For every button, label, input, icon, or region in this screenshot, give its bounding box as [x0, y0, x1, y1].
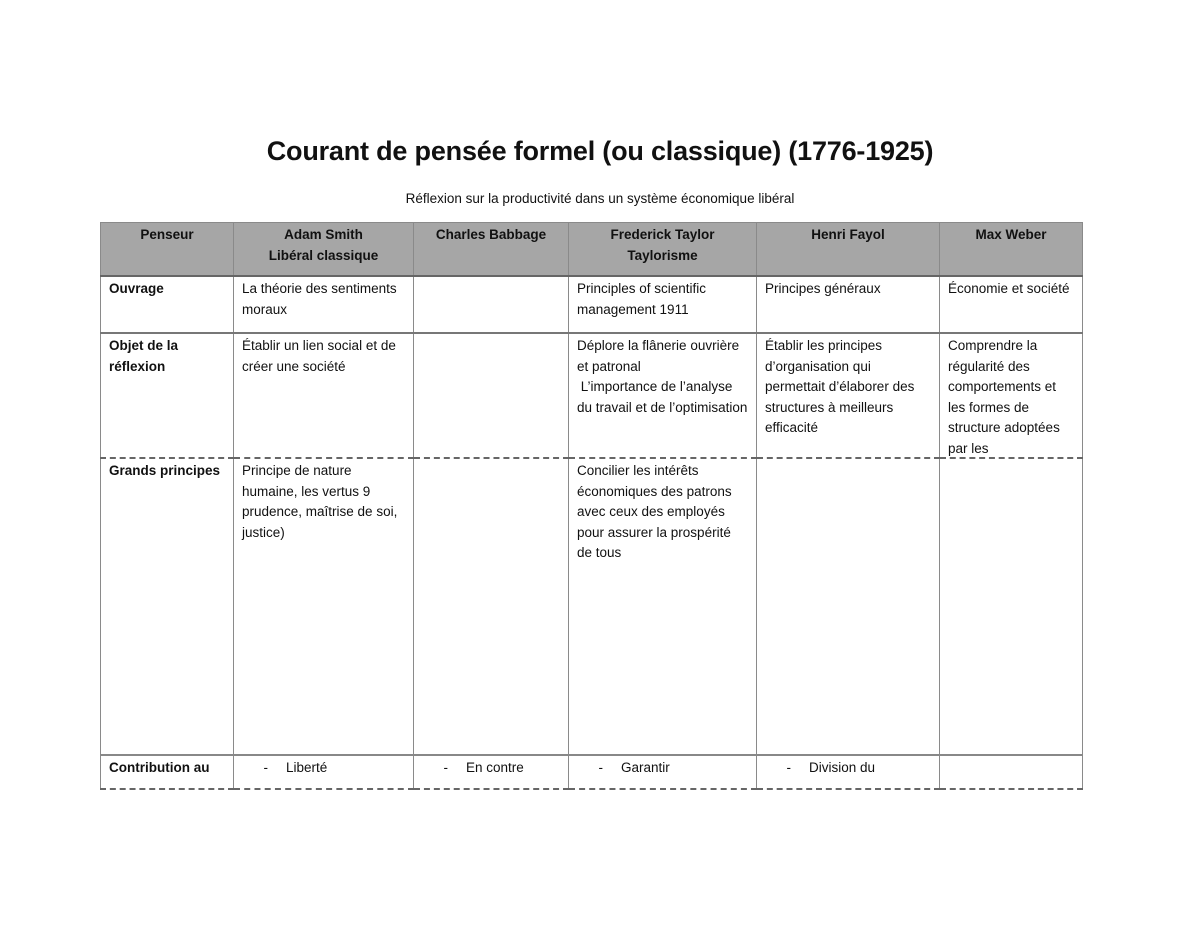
cell-taylor-objet — [569, 333, 757, 458]
cell-fayol-ouvrage: Principes généraux — [757, 276, 940, 333]
table-row-objet — [101, 333, 1083, 458]
cell-fayol-contribution — [757, 755, 940, 789]
cell-taylor-principes: Concilier les intérêts économiques des patrons avec ceux des employés pour assurer la prospérité de tous — [569, 458, 757, 755]
list-item-text: Garantir — [621, 760, 670, 775]
list-item-text: Liberté — [286, 760, 328, 775]
list-item-text: Division du — [809, 760, 876, 775]
cell-babbage-ouvrage — [414, 276, 569, 333]
cell-fayol-principes — [757, 458, 940, 755]
weber-objet-text: Comprendre la régularité des comportements et les formes de structure adoptées par les — [948, 338, 1060, 456]
dash-bullet: - — [263, 760, 268, 775]
cell-smith-principes: Principe de nature humaine, les vertus 9 prudence, maîtrise de soi, justice) — [234, 458, 414, 755]
header-henri-fayol — [757, 223, 940, 277]
cell-smith-contribution — [234, 755, 414, 789]
cell-babbage-contribution — [414, 755, 569, 789]
header-label: Frederick Taylor — [610, 227, 715, 242]
thinkers-table — [100, 222, 1083, 790]
header-label: Henri Fayol — [811, 227, 885, 242]
header-label: Penseur — [140, 227, 194, 242]
dash-bullet: - — [786, 760, 791, 775]
dash-bullet: - — [598, 760, 603, 775]
list-item — [577, 758, 748, 779]
cell-babbage-principes — [414, 458, 569, 755]
list-item-text: En contre — [466, 760, 524, 775]
cell-weber-principes — [940, 458, 1083, 755]
row-label: Objet de la réflexion — [101, 333, 234, 458]
header-label: Adam Smith — [284, 227, 363, 242]
cell-weber-objet — [940, 333, 1083, 458]
cell-taylor-ouvrage: Principles of scientific management 1911 — [569, 276, 757, 333]
document-title: Courant de pensée formel (ou classique) (1776-1925) — [266, 136, 934, 166]
list-item — [765, 758, 931, 779]
header-penseur — [101, 223, 234, 277]
header-row — [101, 223, 1083, 277]
cell-babbage-objet — [414, 333, 569, 458]
cell-weber-ouvrage: Économie et société — [940, 276, 1083, 333]
cell-weber-contribution — [940, 755, 1083, 789]
row-label: Grands principes — [101, 458, 234, 755]
header-sublabel: Libéral classique — [268, 247, 379, 263]
table-row-ouvrage — [101, 276, 1083, 333]
cell-smith-objet: Établir un lien social et de créer une société — [234, 333, 414, 458]
row-label: Contribution au — [101, 755, 234, 789]
cell-fayol-objet: Établir les principes d’organisation qui permettait d’élaborer des structures à meilleurs efficacité — [757, 333, 940, 458]
row-label: Ouvrage — [101, 276, 234, 333]
header-max-weber — [940, 223, 1083, 277]
document-subtitle: Réflexion sur la productivité dans un système économique libéral — [405, 191, 795, 206]
table-row-principes — [101, 458, 1083, 755]
header-adam-smith — [234, 223, 414, 277]
header-label: Max Weber — [975, 227, 1047, 242]
table-row-contribution — [101, 755, 1083, 789]
taylor-objet-extra: L’importance de l’analyse du travail et de l’optimisation — [577, 379, 748, 415]
cell-taylor-contribution — [569, 755, 757, 789]
header-frederick-taylor — [569, 223, 757, 277]
header-label: Charles Babbage — [435, 227, 547, 242]
list-item — [422, 758, 560, 779]
dash-bullet: - — [443, 760, 448, 775]
header-charles-babbage — [414, 223, 569, 277]
list-item — [242, 758, 405, 779]
taylor-objet-text: Déplore la flânerie ouvrière et patronal — [577, 338, 740, 374]
cell-smith-ouvrage: La théorie des sentiments moraux — [234, 276, 414, 333]
header-sublabel: Taylorisme — [627, 247, 698, 263]
